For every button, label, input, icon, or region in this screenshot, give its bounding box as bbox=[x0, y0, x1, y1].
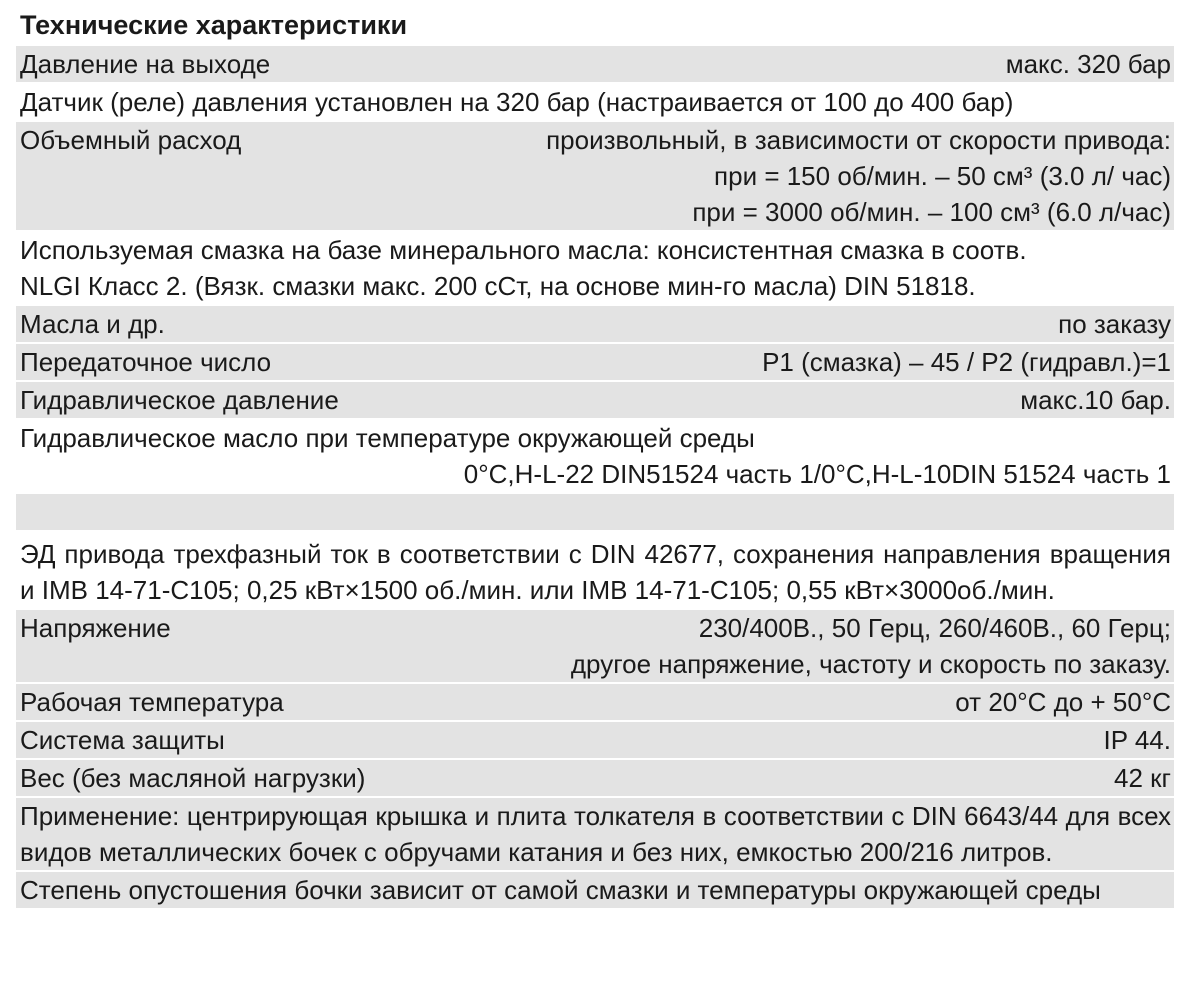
spec-value: от 20°C до + 50°C bbox=[955, 687, 1171, 717]
spec-label: Напряжение bbox=[20, 613, 171, 643]
spec-value-line3: при = 3000 об/мин. – 100 см³ (6.0 л/час) bbox=[692, 197, 1171, 227]
spec-paragraph: Степень опустошения бочки зависит от самой смазки и температуры окружающей среды bbox=[20, 875, 1101, 905]
spec-row-hydraulic-pressure bbox=[16, 382, 1174, 420]
spec-row-weight bbox=[16, 760, 1174, 798]
spec-row-hydraulic-oil bbox=[16, 420, 1174, 494]
spec-row-emptying bbox=[16, 872, 1174, 910]
spec-value: макс.10 бар. bbox=[1020, 385, 1171, 415]
spec-value: по заказу bbox=[1058, 309, 1171, 339]
spec-label: Гидравлическое давление bbox=[20, 385, 339, 415]
spec-value: 42 кг bbox=[1113, 763, 1171, 793]
spec-value: IP 44. bbox=[1103, 725, 1171, 755]
spec-text-line1: Используемая смазка на базе минерального масла: консистентная смазка в соотв. bbox=[20, 235, 1027, 265]
spec-value-line2: при = 150 об/мин. – 50 см³ (3.0 л/ час) bbox=[714, 161, 1171, 191]
spec-label: Рабочая температура bbox=[20, 687, 284, 717]
spec-value: произвольный, в зависимости от скорости привода: bbox=[546, 125, 1171, 155]
spec-value-line2: другое напряжение, частоту и скорость по заказу. bbox=[570, 649, 1171, 679]
spec-text-line2: 0°C,H-L-22 DIN51524 часть 1/0°C,H-L-10DIN 51524 часть 1 bbox=[463, 459, 1171, 489]
spec-label: Объемный расход bbox=[20, 125, 242, 155]
spec-row-voltage bbox=[16, 610, 1174, 684]
spec-row-oils bbox=[16, 306, 1174, 344]
spec-row-flow-rate bbox=[16, 122, 1174, 232]
spec-text-line2: NLGI Класс 2. (Вязк. смазки макс. 200 сСт, на основе мин-го масла) DIN 51818. bbox=[20, 271, 976, 301]
spec-value: 230/400В., 50 Герц, 260/460В., 60 Герц; bbox=[698, 613, 1171, 643]
spec-text-line1: Гидравлическое масло при температуре окружающей среды bbox=[20, 423, 755, 453]
spec-row-spacer bbox=[16, 494, 1174, 532]
page-title: Технические характеристики bbox=[20, 10, 408, 40]
spec-text: Датчик (реле) давления установлен на 320 бар (настраивается от 100 до 400 бар) bbox=[20, 87, 1014, 117]
spec-row-pressure-sensor bbox=[16, 84, 1174, 122]
spec-row-gear-ratio bbox=[16, 344, 1174, 382]
spec-row-protection-class bbox=[16, 722, 1174, 760]
spec-label: Передаточное число bbox=[20, 347, 272, 377]
spec-label: Система защиты bbox=[20, 725, 225, 755]
spec-row-lubricant bbox=[16, 232, 1174, 306]
spec-label: Вес (без масляной нагрузки) bbox=[20, 763, 366, 793]
spec-row-output-pressure bbox=[16, 46, 1174, 84]
spec-paragraph: Применение: центрирующая крышка и плита толкателя в соответствии с DIN 6643/44 для всех видов металлических бочек с обручами катания и без них, емкостью 200/216 литров. bbox=[20, 801, 1171, 867]
spec-row-operating-temperature bbox=[16, 684, 1174, 722]
spec-row-motor bbox=[16, 532, 1174, 610]
spec-value: макс. 320 бар bbox=[1005, 49, 1171, 79]
spec-row-application bbox=[16, 798, 1174, 872]
spec-value: P1 (смазка) – 45 / P2 (гидравл.)=1 bbox=[762, 347, 1171, 377]
spec-label: Масла и др. bbox=[20, 309, 165, 339]
spec-label: Давление на выходе bbox=[20, 49, 271, 79]
spec-paragraph: ЭД привода трехфазный ток в соответствии с DIN 42677, сохранения направления вращения и IMB 14-71-C105; 0,25 кВт×1500 об./мин. или IMB 14-71-C105; 0,55 кВт×3000об./мин. bbox=[20, 539, 1171, 605]
